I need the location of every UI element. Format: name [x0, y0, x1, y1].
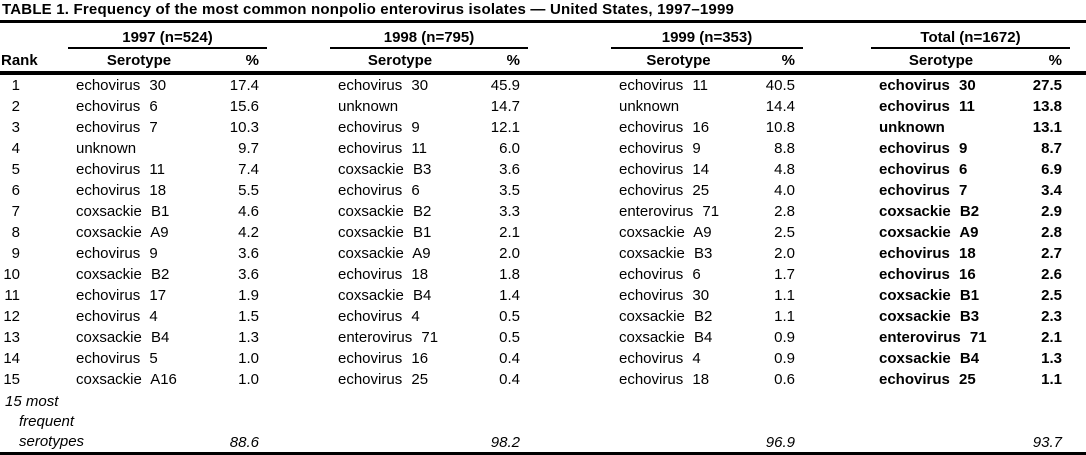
- serotype-cell: echovirus 16: [879, 266, 976, 283]
- serotype-cell: coxsackie B2: [338, 203, 432, 220]
- pct-cell: 0.9: [774, 350, 795, 367]
- serotype-cell: coxsackie B2: [76, 266, 170, 283]
- pct-cell: 2.6: [1041, 266, 1062, 283]
- pct-cell: 1.4: [499, 287, 520, 304]
- rank-cell: 11: [4, 287, 20, 304]
- pct-cell: 1.8: [499, 266, 520, 283]
- pct-cell: 0.4: [499, 350, 520, 367]
- pct-cell: 13.1: [1032, 119, 1062, 136]
- pct-cell: 1.1: [774, 308, 795, 325]
- pct-cell: 2.8: [1041, 224, 1062, 241]
- pct-cell: 3.6: [499, 161, 520, 178]
- serotype-cell: coxsackie A9: [338, 245, 431, 262]
- serotype-cell: coxsackie B4: [338, 287, 432, 304]
- pct-column-header-1997: %: [245, 52, 259, 69]
- serotype-cell: echovirus 9: [338, 119, 420, 136]
- summary-pct-1997: 88.6: [229, 434, 259, 451]
- serotype-cell: echovirus 9: [76, 245, 158, 262]
- serotype-cell: enterovirus 71: [879, 329, 987, 346]
- pct-cell: 0.6: [774, 371, 795, 388]
- serotype-cell: echovirus 6: [76, 98, 158, 115]
- pct-cell: 4.0: [774, 182, 795, 199]
- pct-column-header-1999: %: [781, 52, 795, 69]
- serotype-cell: echovirus 25: [619, 182, 710, 199]
- summary-label-line3: serotypes: [19, 433, 85, 450]
- serotype-cell: echovirus 30: [619, 287, 710, 304]
- serotype-cell: coxsackie B3: [879, 308, 980, 325]
- serotype-cell: coxsackie B2: [619, 308, 713, 325]
- pct-cell: 10.8: [765, 119, 795, 136]
- table-row: [0, 243, 1086, 264]
- rank-cell: 3: [11, 119, 20, 136]
- serotype-cell: echovirus 16: [338, 350, 429, 367]
- table-row: [0, 222, 1086, 243]
- serotype-cell: coxsackie B1: [879, 287, 980, 304]
- pct-cell: 2.7: [1041, 245, 1062, 262]
- pct-cell: 0.5: [499, 329, 520, 346]
- serotype-cell: enterovirus 71: [619, 203, 720, 220]
- serotype-cell: echovirus 6: [619, 266, 701, 283]
- pct-cell: 1.3: [238, 329, 259, 346]
- serotype-column-header-1998: Serotype: [367, 52, 433, 69]
- summary-label-line2: frequent: [19, 413, 75, 430]
- serotype-cell: coxsackie B4: [879, 350, 980, 367]
- serotype-cell: echovirus 18: [619, 371, 710, 388]
- serotype-cell: coxsackie B4: [619, 329, 713, 346]
- pct-cell: 2.1: [499, 224, 520, 241]
- serotype-cell: echovirus 4: [338, 308, 420, 325]
- pct-cell: 13.8: [1032, 98, 1062, 115]
- serotype-cell: unknown: [879, 119, 945, 136]
- serotype-cell: echovirus 30: [76, 77, 167, 94]
- serotype-cell: unknown: [619, 98, 680, 115]
- summary-pct-1998: 98.2: [490, 434, 520, 451]
- rank-cell: 2: [11, 98, 20, 115]
- pct-cell: 9.7: [238, 140, 259, 157]
- serotype-cell: coxsackie A9: [879, 224, 979, 241]
- serotype-cell: coxsackie B2: [879, 203, 980, 220]
- pct-cell: 2.3: [1041, 308, 1062, 325]
- serotype-cell: echovirus 11: [338, 140, 427, 157]
- pct-cell: 3.5: [499, 182, 520, 199]
- pct-cell: 2.0: [774, 245, 795, 262]
- pct-cell: 8.7: [1041, 140, 1062, 157]
- serotype-cell: coxsackie B3: [619, 245, 713, 262]
- serotype-cell: coxsackie B4: [76, 329, 170, 346]
- rank-cell: 15: [3, 371, 20, 388]
- column-group-header-row: [0, 23, 1086, 49]
- pct-cell: 1.1: [774, 287, 795, 304]
- pct-cell: 6.9: [1041, 161, 1062, 178]
- column-group-1999: 1999 (n=353): [611, 23, 803, 49]
- serotype-cell: echovirus 7: [76, 119, 158, 136]
- pct-cell: 1.9: [238, 287, 259, 304]
- table-row: [0, 180, 1086, 201]
- serotype-cell: unknown: [76, 140, 137, 157]
- serotype-cell: echovirus 9: [619, 140, 701, 157]
- serotype-cell: echovirus 5: [76, 350, 158, 367]
- serotype-cell: echovirus 18: [76, 182, 167, 199]
- rank-cell: 1: [11, 77, 20, 94]
- serotype-cell: coxsackie B1: [338, 224, 432, 241]
- serotype-cell: coxsackie B3: [338, 161, 432, 178]
- table-row: [0, 138, 1086, 159]
- summary-pct-total: 93.7: [1032, 434, 1062, 451]
- table-row: [0, 96, 1086, 117]
- pct-cell: 14.7: [490, 98, 520, 115]
- pct-cell: 4.6: [238, 203, 259, 220]
- pct-cell: 2.0: [499, 245, 520, 262]
- column-header-row: [0, 49, 1086, 71]
- rank-cell: 6: [11, 182, 20, 199]
- serotype-cell: echovirus 11: [619, 77, 708, 94]
- serotype-cell: echovirus 30: [879, 77, 976, 94]
- table-row: [0, 369, 1086, 390]
- serotype-cell: echovirus 25: [338, 371, 429, 388]
- rank-cell: 13: [3, 329, 20, 346]
- pct-cell: 3.6: [238, 266, 259, 283]
- serotype-cell: echovirus 16: [619, 119, 710, 136]
- pct-cell: 1.1: [1041, 371, 1062, 388]
- pct-cell: 1.7: [774, 266, 795, 283]
- summary-label: [0, 392, 210, 452]
- table-row: [0, 348, 1086, 369]
- pct-cell: 8.8: [774, 140, 795, 157]
- serotype-cell: echovirus 7: [879, 182, 968, 199]
- pct-cell: 3.6: [238, 245, 259, 262]
- serotype-cell: echovirus 25: [879, 371, 976, 388]
- serotype-cell: echovirus 30: [338, 77, 429, 94]
- rank-cell: 7: [11, 203, 20, 220]
- serotype-cell: coxsackie B1: [76, 203, 170, 220]
- pct-cell: 5.5: [238, 182, 259, 199]
- summary-label-line1: 15 most: [5, 393, 59, 410]
- rank-column-header: Rank: [1, 52, 38, 69]
- pct-cell: 40.5: [765, 77, 795, 94]
- table-row: [0, 327, 1086, 348]
- pct-column-header-total: %: [1048, 52, 1062, 69]
- rank-cell: 12: [3, 308, 20, 325]
- serotype-column-header-1999: Serotype: [646, 52, 711, 69]
- pct-cell: 3.4: [1041, 182, 1062, 199]
- pct-cell: 45.9: [490, 77, 520, 94]
- table-row: [0, 306, 1086, 327]
- summary-pct-1999: 96.9: [765, 434, 795, 451]
- table-row: [0, 159, 1086, 180]
- column-group-total: Total (n=1672): [871, 23, 1070, 49]
- pct-cell: 2.5: [1041, 287, 1062, 304]
- serotype-cell: echovirus 11: [76, 161, 165, 178]
- table-row: [0, 201, 1086, 222]
- pct-cell: 7.4: [238, 161, 259, 178]
- column-group-1998: 1998 (n=795): [330, 23, 528, 49]
- serotype-cell: unknown: [338, 98, 399, 115]
- serotype-cell: coxsackie A16: [76, 371, 177, 388]
- table-row: [0, 285, 1086, 306]
- serotype-cell: echovirus 17: [76, 287, 167, 304]
- rank-cell: 4: [11, 140, 20, 157]
- serotype-cell: enterovirus 71: [338, 329, 439, 346]
- table-row: [0, 75, 1086, 96]
- pct-column-header-1998: %: [506, 52, 520, 69]
- pct-cell: 2.9: [1041, 203, 1062, 220]
- pct-cell: 0.9: [774, 329, 795, 346]
- pct-cell: 27.5: [1032, 77, 1062, 94]
- pct-cell: 0.4: [499, 371, 520, 388]
- pct-cell: 0.5: [499, 308, 520, 325]
- summary-row: [0, 390, 1086, 452]
- serotype-cell: echovirus 4: [619, 350, 701, 367]
- serotype-cell: echovirus 4: [76, 308, 158, 325]
- pct-cell: 3.3: [499, 203, 520, 220]
- pct-cell: 10.3: [229, 119, 259, 136]
- pct-cell: 14.4: [765, 98, 795, 115]
- serotype-cell: echovirus 9: [879, 140, 968, 157]
- pct-cell: 1.0: [238, 371, 259, 388]
- table-body: [0, 75, 1086, 390]
- serotype-cell: echovirus 6: [879, 161, 968, 178]
- serotype-cell: coxsackie A9: [619, 224, 712, 241]
- rank-cell: 10: [3, 266, 20, 283]
- serotype-cell: echovirus 6: [338, 182, 420, 199]
- table-row: [0, 264, 1086, 285]
- serotype-cell: coxsackie A9: [76, 224, 169, 241]
- table-title: TABLE 1. Frequency of the most common nonpolio enterovirus isolates — United States, 1997–1999: [2, 1, 735, 18]
- pct-cell: 2.5: [774, 224, 795, 241]
- rank-cell: 5: [11, 161, 20, 178]
- serotype-cell: echovirus 14: [619, 161, 710, 178]
- pct-cell: 17.4: [229, 77, 259, 94]
- pct-cell: 2.8: [774, 203, 795, 220]
- serotype-cell: echovirus 18: [338, 266, 429, 283]
- column-group-1997: 1997 (n=524): [68, 23, 267, 49]
- rank-cell: 9: [11, 245, 20, 262]
- pct-cell: 1.3: [1041, 350, 1062, 367]
- pct-cell: 1.5: [238, 308, 259, 325]
- pct-cell: 2.1: [1041, 329, 1062, 346]
- rank-cell: 14: [3, 350, 20, 367]
- pct-cell: 4.2: [238, 224, 259, 241]
- serotype-column-header-1997: Serotype: [106, 52, 172, 69]
- serotype-column-header-total: Serotype: [908, 52, 974, 69]
- rank-cell: 8: [11, 224, 20, 241]
- serotype-cell: echovirus 11: [879, 98, 975, 115]
- pct-cell: 15.6: [229, 98, 259, 115]
- pct-cell: 4.8: [774, 161, 795, 178]
- pct-cell: 1.0: [238, 350, 259, 367]
- pct-cell: 6.0: [499, 140, 520, 157]
- table-row: [0, 117, 1086, 138]
- serotype-cell: echovirus 18: [879, 245, 976, 262]
- pct-cell: 12.1: [490, 119, 520, 136]
